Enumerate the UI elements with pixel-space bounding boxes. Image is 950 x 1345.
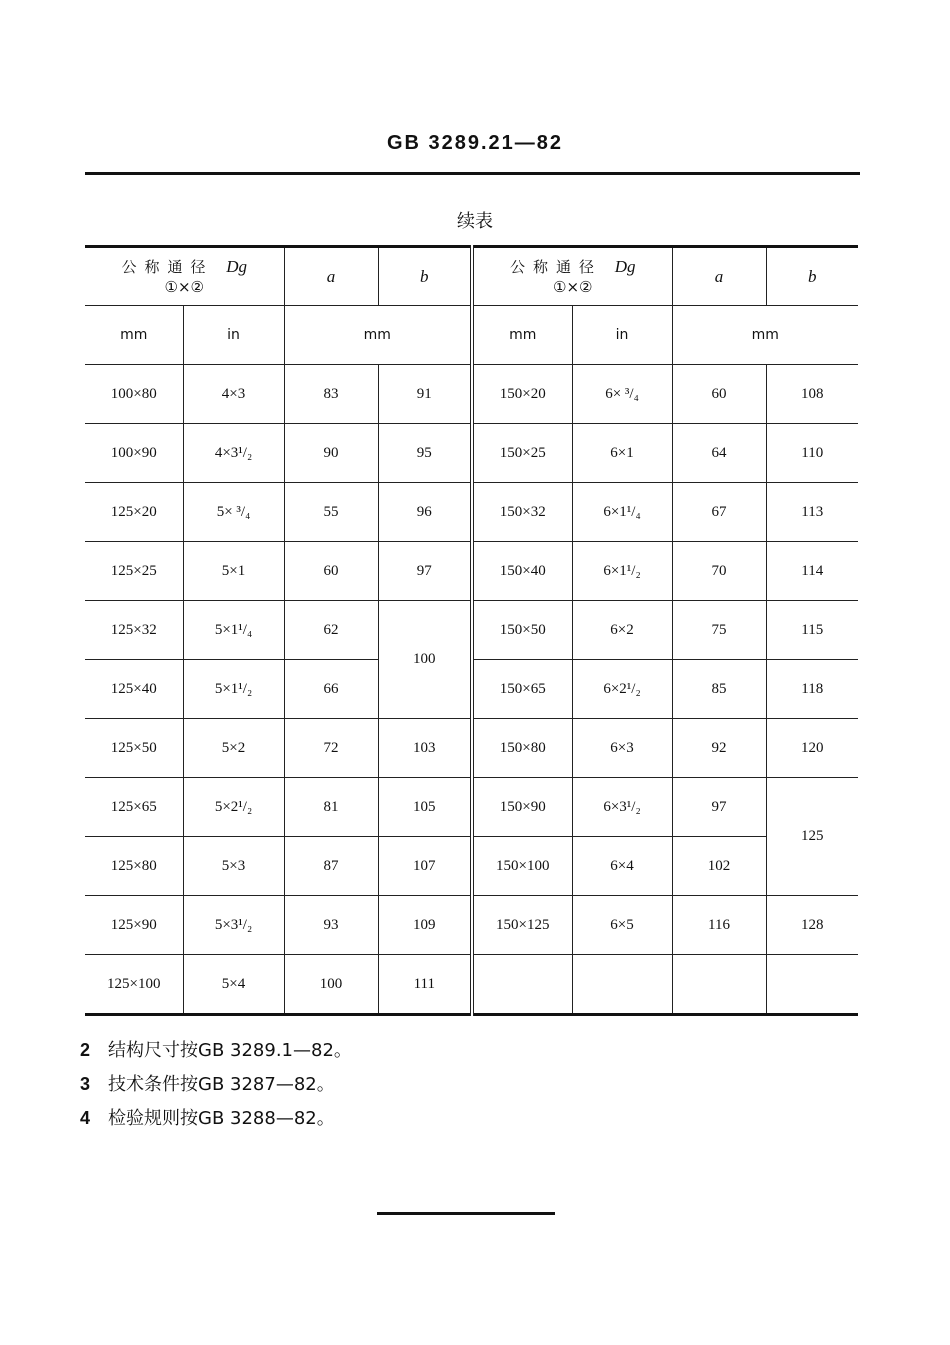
a-value-cell: 85 (672, 660, 766, 719)
table-row (85, 601, 858, 660)
b-value-cell: 114 (766, 542, 858, 601)
size-in-cell: 5×3¹/₂ (183, 896, 284, 955)
table-row (85, 896, 858, 955)
a-value-cell: 92 (672, 719, 766, 778)
a-value-cell: 90 (284, 424, 378, 483)
size-in-cell: 6×3¹/₂ (572, 778, 672, 837)
a-value-cell: 70 (672, 542, 766, 601)
note-item (80, 1101, 352, 1135)
a-value-cell: 87 (284, 837, 378, 896)
b-value-cell: 118 (766, 660, 858, 719)
size-in-cell: 6×1¹/₂ (572, 542, 672, 601)
size-mm-cell: 150×32 (472, 483, 572, 542)
b-value-cell-merged: 125 (766, 778, 858, 896)
b-value-cell: 91 (378, 365, 472, 424)
b-value-cell: 111 (378, 955, 472, 1015)
note-number: 2 (80, 1040, 91, 1060)
b-value-cell (766, 955, 858, 1015)
size-in-cell: 6× ³/₄ (572, 365, 672, 424)
a-value-cell: 64 (672, 424, 766, 483)
a-value-cell: 102 (672, 837, 766, 896)
size-in-cell: 4×3¹/₂ (183, 424, 284, 483)
size-mm-cell: 150×65 (472, 660, 572, 719)
a-value-cell: 72 (284, 719, 378, 778)
col-a-header-left: a (284, 247, 378, 306)
size-in-cell: 5×2¹/₂ (183, 778, 284, 837)
unit-in: in (572, 306, 672, 365)
b-value-cell: 128 (766, 896, 858, 955)
size-mm-cell: 150×50 (472, 601, 572, 660)
standard-number: GB 3289.21—82 (386, 132, 564, 154)
size-mm-cell: 150×90 (472, 778, 572, 837)
a-value-cell: 62 (284, 601, 378, 660)
size-mm-cell: 125×80 (85, 837, 183, 896)
unit-in: in (183, 306, 284, 365)
size-in-cell: 6×3 (572, 719, 672, 778)
note-number: 3 (80, 1074, 91, 1094)
size-in-cell: 6×1¹/₄ (572, 483, 672, 542)
size-in-cell: 6×2¹/₂ (572, 660, 672, 719)
b-value-cell: 96 (378, 483, 472, 542)
a-value-cell: 75 (672, 601, 766, 660)
a-value-cell: 97 (672, 778, 766, 837)
table-row (85, 778, 858, 837)
col-a-header-right: a (672, 247, 766, 306)
a-value-cell (672, 955, 766, 1015)
size-mm-cell: 125×65 (85, 778, 183, 837)
b-value-cell: 120 (766, 719, 858, 778)
table-row (85, 483, 858, 542)
size-mm-cell: 150×20 (472, 365, 572, 424)
b-value-cell: 95 (378, 424, 472, 483)
b-value-cell: 109 (378, 896, 472, 955)
note-item (80, 1067, 352, 1101)
size-mm-cell: 150×125 (472, 896, 572, 955)
unit-mm: mm (472, 306, 572, 365)
a-value-cell: 83 (284, 365, 378, 424)
header-row (85, 247, 858, 306)
size-in-cell: 5×2 (183, 719, 284, 778)
a-value-cell: 116 (672, 896, 766, 955)
a-value-cell: 60 (284, 542, 378, 601)
a-value-cell: 67 (672, 483, 766, 542)
unit-mm-ab: mm (672, 306, 858, 365)
size-in-cell: 6×2 (572, 601, 672, 660)
b-value-cell: 107 (378, 837, 472, 896)
size-in-cell: 6×5 (572, 896, 672, 955)
col-b-header-left: b (378, 247, 472, 306)
nominal-label: 公称通径 (121, 257, 214, 276)
note-text: 技术条件按GB 3287—82。 (108, 1074, 335, 1095)
note-text: 结构尺寸按GB 3289.1—82。 (108, 1040, 352, 1061)
unit-mm: mm (85, 306, 183, 365)
size-mm-cell (472, 955, 572, 1015)
col-b-header-right: b (766, 247, 858, 306)
nominal-diameter-header-left (85, 247, 284, 306)
size-mm-cell: 150×40 (472, 542, 572, 601)
a-value-cell: 100 (284, 955, 378, 1015)
unit-row (85, 306, 858, 365)
size-mm-cell: 150×80 (472, 719, 572, 778)
table-row (85, 955, 858, 1015)
table-row (85, 424, 858, 483)
size-mm-cell: 125×90 (85, 896, 183, 955)
a-value-cell: 66 (284, 660, 378, 719)
size-mm-cell: 100×90 (85, 424, 183, 483)
table-row (85, 719, 858, 778)
b-value-cell: 103 (378, 719, 472, 778)
combo-label: ①×② (553, 277, 593, 296)
note-number: 4 (80, 1108, 91, 1128)
size-mm-cell: 125×32 (85, 601, 183, 660)
size-mm-cell: 125×40 (85, 660, 183, 719)
header-rule (85, 172, 860, 175)
b-value-cell: 108 (766, 365, 858, 424)
size-mm-cell: 150×25 (472, 424, 572, 483)
size-in-cell: 5×4 (183, 955, 284, 1015)
b-value-cell: 97 (378, 542, 472, 601)
dg-label: Dg (614, 256, 636, 276)
a-value-cell: 55 (284, 483, 378, 542)
dg-label: Dg (226, 256, 248, 276)
combo-label: ①×② (164, 277, 204, 296)
size-in-cell: 5× ³/₄ (183, 483, 284, 542)
table-row (85, 837, 858, 896)
size-in-cell: 5×1¹/₄ (183, 601, 284, 660)
size-in-cell (572, 955, 672, 1015)
table-row (85, 660, 858, 719)
b-value-cell: 110 (766, 424, 858, 483)
size-in-cell: 6×1 (572, 424, 672, 483)
b-value-cell: 113 (766, 483, 858, 542)
size-mm-cell: 100×80 (85, 365, 183, 424)
size-mm-cell: 125×20 (85, 483, 183, 542)
note-item (80, 1033, 352, 1067)
size-mm-cell: 125×25 (85, 542, 183, 601)
b-value-cell: 105 (378, 778, 472, 837)
a-value-cell: 81 (284, 778, 378, 837)
a-value-cell: 60 (672, 365, 766, 424)
b-value-cell: 115 (766, 601, 858, 660)
nominal-label: 公称通径 (509, 257, 602, 276)
notes-list (80, 1033, 352, 1135)
note-text: 检验规则按GB 3288—82。 (108, 1108, 335, 1129)
unit-mm-ab: mm (284, 306, 472, 365)
size-mm-cell: 125×50 (85, 719, 183, 778)
size-in-cell: 5×1 (183, 542, 284, 601)
table-row (85, 365, 858, 424)
dimension-table (85, 245, 858, 1016)
size-mm-cell: 150×100 (472, 837, 572, 896)
a-value-cell: 93 (284, 896, 378, 955)
size-in-cell: 4×3 (183, 365, 284, 424)
nominal-diameter-header-right (472, 247, 672, 306)
end-rule (377, 1212, 555, 1215)
size-mm-cell: 125×100 (85, 955, 183, 1015)
size-in-cell: 5×1¹/₂ (183, 660, 284, 719)
b-value-cell-merged: 100 (378, 601, 472, 719)
table-row (85, 542, 858, 601)
size-in-cell: 6×4 (572, 837, 672, 896)
table-caption: 续表 (457, 211, 493, 232)
size-in-cell: 5×3 (183, 837, 284, 896)
